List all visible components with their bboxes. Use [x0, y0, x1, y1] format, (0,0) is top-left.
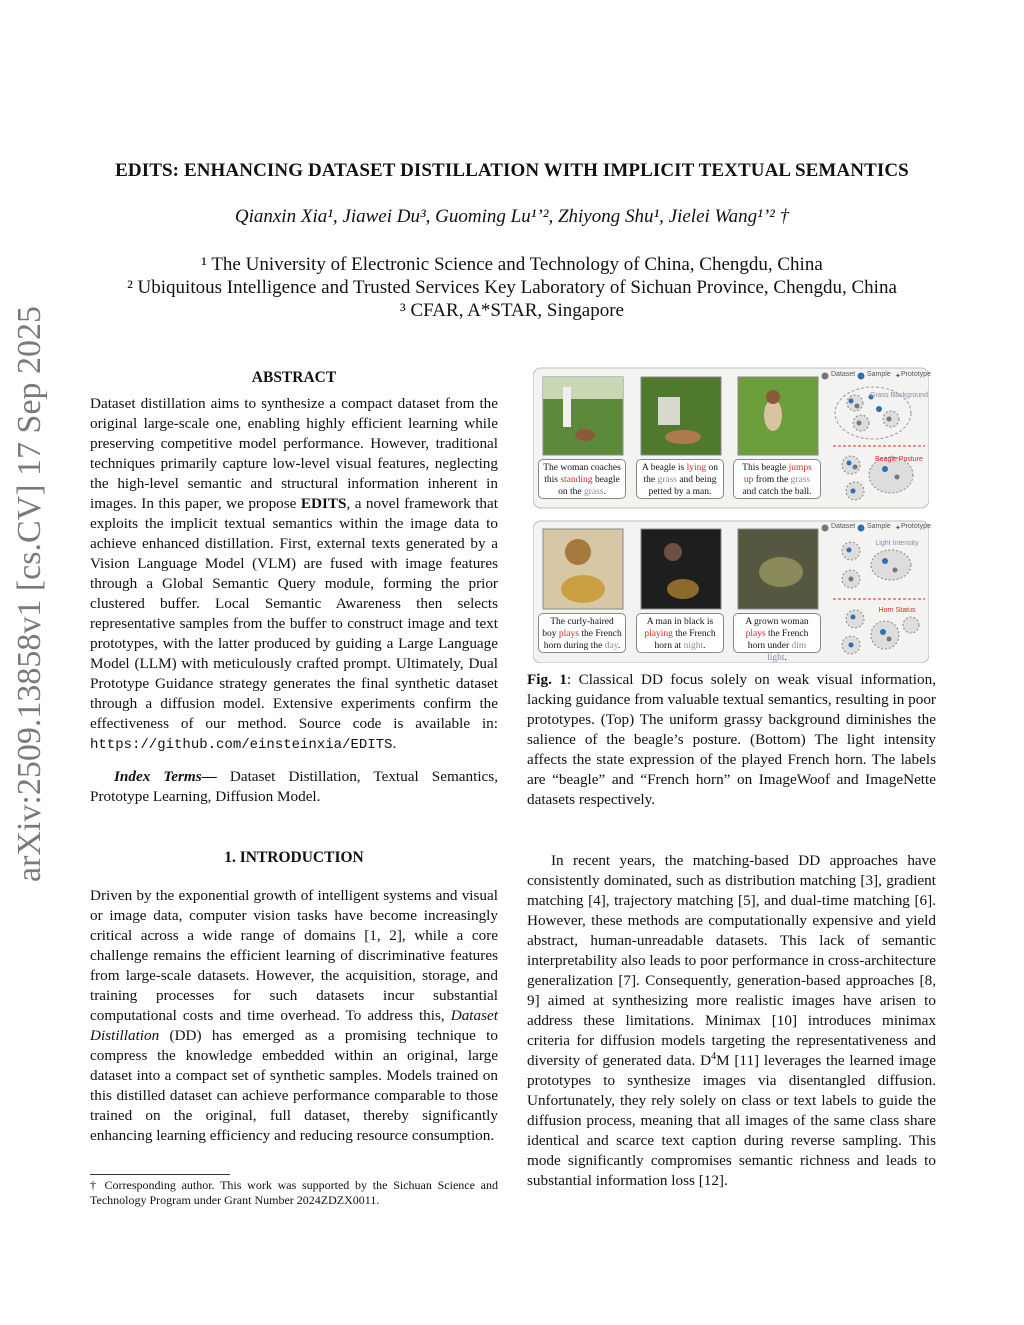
abstract-text-2: , a novel framework that exploits the implicit textual semantics within the image data to achieve enhanced distillation. First, external texts generated by a Vision Language Model (VLM) are fused with image features through a Global Semantic Query module, forming the prior clustered buffer. Local Semantic Awareness then selects representative samples from the buffer to construct image and text prototypes, with the latter produced by guiding a Large Language Model (LLM) with meticulously crafted prompt. Ultimately, Dual Prototype Guidance strategy generates the final synthetic dataset through a diffusion model. Extensive experiments confirm the effectiveness of our method. Source code is available in:: [90, 495, 498, 732]
photo-horn-night: [641, 529, 721, 609]
caption-bottom-2: A man in black is playing the French horn at night.: [636, 613, 724, 653]
footnote: † Corresponding author. This work was supported by the Sichuan Science and Technology Program under Grant Number 2024ZDZX0011.: [90, 1178, 498, 1207]
paper-title: EDITS: ENHANCING DATASET DISTILLATION WITH IMPLICIT TEXTUAL SEMANTICS: [115, 160, 909, 181]
figure-caption-text: : Classical DD focus solely on weak visual information, lacking guidance from valuable textual semantics, resulting in poor prototypes. (Top) The uniform grassy background diminishes the salience of the beagle’s posture. (Bottom) The light intensity affects the state expression of the played French horn. The labels are “beagle” and “French horn” on ImageWoof and ImageNette datasets respectively.: [527, 671, 937, 808]
figure-1-caption: [527, 670, 936, 810]
photo-horn-day: [543, 529, 623, 609]
legend-prototype-top: Prototype: [901, 371, 931, 378]
intro-text-1b: (DD) has emerged as a promising technique to compress the knowledge embedded within an original, large dataset into a compact set of synthetic samples. Models trained on this distilled dataset can achieve performance comparable to those trained on the original, full dataset, thereby significantly enhancing learning efficiency and reducing resource consumption.: [90, 1027, 498, 1144]
proto-label-light: Light Intensity: [875, 540, 919, 547]
abstract-section: [90, 368, 498, 807]
author-list: Qianxin Xia¹, Jiawei Du³, Guoming Lu¹ʼ², Zhiyong Shu¹, Jielei Wang¹ʼ² †: [234, 206, 790, 227]
arxiv-stamp: arXiv:2509.13858v1 [cs.CV] 17 Sep 2025: [11, 305, 48, 882]
figure-1: [533, 367, 929, 663]
figure-label: Fig. 1: [527, 671, 567, 688]
abstract-body: [90, 394, 498, 755]
d4m-superscript: 4: [711, 1050, 717, 1062]
proto-label-grass: Grass Background: [870, 392, 928, 399]
photo-beagle-jumping: [738, 377, 818, 455]
legend-sample-top: Sample: [867, 371, 891, 378]
caption-bottom-3: A grown woman plays the French horn under dim light.: [733, 613, 821, 653]
footnote-rule: [90, 1174, 230, 1175]
introduction-heading: 1. INTRODUCTION: [224, 849, 364, 866]
caption-top-3: This beagle jumps up from the grass and catch the ball.: [733, 459, 821, 499]
method-name: EDITS: [300, 495, 347, 512]
proto-label-posture: Beagle Posture: [875, 456, 923, 463]
intro-term-dd: Dataset Distillation: [90, 1007, 498, 1044]
intro-text-1a: Driven by the exponential growth of intelligent systems and visual or image data, computer vision tasks have become increasingly critical across a wide range of domains [1, 2], while a core challenge remains the efficient learning of discriminative features from large-scale datasets. However, the acquisition, storage, and training processes for such datasets incur substantial computational costs and time overhead. To address this,: [90, 887, 498, 1024]
source-code-link[interactable]: https://github.com/einsteinxia/EDITS: [90, 737, 393, 753]
photo-horn-dim: [738, 529, 818, 609]
affiliation-2: ² Ubiquitous Intelligence and Trusted Services Key Laboratory of Sichuan Province, Chengdu, China: [127, 277, 897, 298]
legend-sample-bottom: Sample: [867, 523, 891, 530]
svg-text:✦: ✦: [895, 373, 901, 380]
abstract-end: .: [392, 735, 397, 752]
proto-label-horn: Horn Status: [878, 607, 916, 614]
caption-bottom-1: The curly-haired boy plays the French horn during the day.: [538, 613, 626, 653]
photo-beagle-lying: [641, 377, 721, 455]
intro-paragraph-2: [527, 851, 936, 1191]
caption-top-1: The woman coaches this standing beagle on the grass.: [538, 459, 626, 499]
svg-text:✦: ✦: [895, 525, 901, 532]
photo-beagle-standing: [543, 377, 623, 455]
index-terms: [90, 767, 498, 807]
legend-prototype-bottom: Prototype: [901, 523, 931, 530]
affiliation-1: ¹ The University of Electronic Science and Technology of China, Chengdu, China: [201, 254, 823, 275]
legend-dataset-bottom: Dataset: [831, 523, 856, 530]
legend-dataset-top: Dataset: [831, 371, 856, 378]
index-terms-label: Index Terms—: [114, 768, 217, 785]
introduction-section: [90, 848, 498, 1146]
affiliation-3: ³ CFAR, A*STAR, Singapore: [400, 300, 624, 321]
abstract-text-1: Dataset distillation aims to synthesize a compact dataset from the original large-scale one, enabling highly efficient learning while preserving competitive model performance. However, traditional techniques primarily capture low-level visual features, neglecting the high-level semantic and structural information inherent in images. In this paper, we propose: [90, 395, 498, 512]
index-terms-text: Dataset Distillation, Textual Semantics, Prototype Learning, Diffusion Model.: [90, 768, 498, 805]
intro-text-2a: In recent years, the matching-based DD approaches have consistently dominated, such as distribution matching [3], gradient matching [4], trajectory matching [5], and dual-time matching [6]. However, these methods are computationally expensive and yield abstract, human-unreadable datasets. This lack of semantic interpretability also leads to poor performance in cross-architecture generalization [7]. Consequently, generation-based approaches [8, 9] aimed at synthesizing more realistic images have arisen to address these limitations. Minimax [10] introduces minimax criteria for diffusion models targeting the representativeness and diversity of generated data. D: [527, 852, 936, 1069]
caption-top-2: A beagle is lying on the grass and being petted by a man.: [636, 459, 724, 499]
affiliations: [60, 253, 964, 322]
intro-paragraph-1: [90, 886, 498, 1146]
intro-text-2b: M [11] leverages the learned image prototypes to synthesize images via disentangled diffusion. Unfortunately, they rely solely on class or text labels to guide the diffusion process, meaning that all images of the same class share identical and scarce text caption during reverse sampling. This mode significantly compromises semantic richness and leads to substantial information loss [12].: [527, 1052, 936, 1189]
abstract-heading: ABSTRACT: [251, 369, 337, 386]
